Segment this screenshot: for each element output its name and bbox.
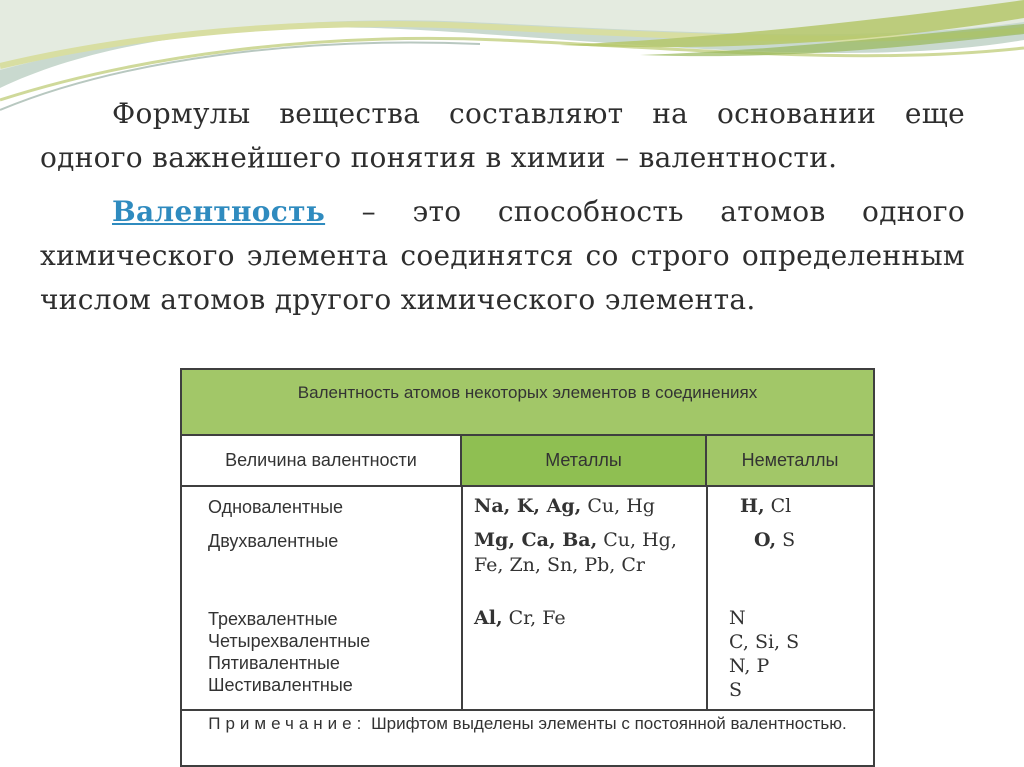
- nonmetals-plain: Cl: [764, 495, 792, 517]
- intro-paragraph: Формулы вещества составляют на основании еще одного важнейшего понятия в химии – валентности.: [40, 97, 965, 174]
- note-heading: Примечание:: [208, 714, 367, 733]
- nonmetals-bold: O,: [754, 529, 777, 551]
- metals-cell-3: [474, 606, 699, 631]
- metals-bold: Na, K, Ag,: [474, 495, 582, 517]
- definition-paragraph: [40, 190, 965, 322]
- note-divider: [182, 709, 873, 711]
- table-title-text: Валентность атомов некоторых элементов в соединениях: [297, 383, 758, 402]
- metals-bold: Al,: [474, 607, 503, 629]
- table-title: [182, 370, 873, 436]
- nonmetals-cell-5: [729, 654, 769, 678]
- nonmetals-plain: N: [729, 607, 746, 629]
- row-label-1: Одновалентные: [208, 497, 344, 517]
- row-label-3: Трехвалентные: [208, 609, 338, 629]
- metals-cell-2: [474, 528, 679, 578]
- metals-plain: Cu, Hg: [581, 495, 655, 517]
- valence-term-link[interactable]: Валентность: [112, 195, 326, 228]
- nonmetals-cell-1: [740, 494, 791, 518]
- definition-text: – это способность атомов одного химического элемента соединятся со строго определенным числом атомов другого химического элемента.: [40, 195, 965, 316]
- column-divider: [706, 487, 708, 709]
- row-label-5: Пятивалентные: [208, 653, 340, 673]
- nonmetals-plain: C, Si, S: [729, 631, 800, 653]
- table-note: [182, 713, 873, 734]
- header-metals-label: Металлы: [545, 450, 622, 470]
- column-divider: [461, 487, 463, 709]
- row-label-6: Шестивалентные: [208, 675, 353, 695]
- metals-plain: Cu, Hg, Fe, Zn, Sn, Pb, Cr: [474, 529, 677, 576]
- note-text: Шрифтом выделены элементы с постоянной валентностью.: [366, 714, 847, 733]
- row-label-2: Двухвалентные: [208, 531, 339, 551]
- nonmetals-cell-3: [729, 606, 746, 630]
- nonmetals-cell-4: [729, 630, 799, 654]
- header-nonmetals-label: Неметаллы: [741, 450, 839, 470]
- nonmetals-plain: S: [776, 529, 796, 551]
- header-valence-label: Величина валентности: [225, 450, 417, 470]
- header-valence: [182, 436, 462, 487]
- nonmetals-plain: S: [729, 679, 743, 701]
- nonmetals-cell-2: [754, 528, 795, 552]
- nonmetals-cell-6: [729, 678, 742, 702]
- header-nonmetals: [707, 436, 873, 487]
- valence-table: [180, 368, 875, 767]
- nonmetals-bold: H,: [740, 495, 765, 517]
- metals-cell-1: [474, 494, 699, 519]
- header-metals: [462, 436, 707, 487]
- metals-plain: Cr, Fe: [502, 607, 566, 629]
- row-label-4: Четырехвалентные: [208, 631, 371, 651]
- nonmetals-plain: N, P: [729, 655, 770, 677]
- metals-bold: Mg, Ca, Ba,: [474, 529, 598, 551]
